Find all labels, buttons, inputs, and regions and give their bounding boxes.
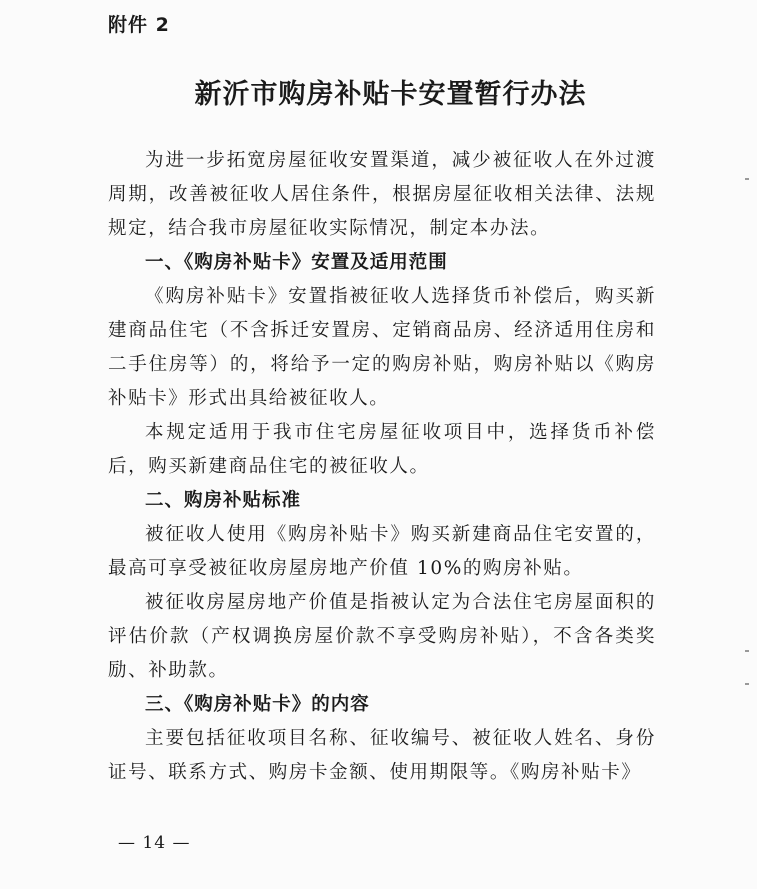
section-heading-2: 二、购房补贴标准 xyxy=(145,490,302,511)
margin-mark xyxy=(745,683,749,685)
section-heading-1: 一、《购房补贴卡》安置及适用范围 xyxy=(145,252,448,273)
margin-mark xyxy=(745,178,749,180)
margin-mark xyxy=(745,650,749,652)
intro-paragraph: 为进一步拓宽房屋征收安置渠道，减少被征收人在外过渡周期，改善被征收人居住条件，根据房屋征收相关法律、法规规定，结合我市房屋征收实际情况，制定本办法。 xyxy=(108,150,656,239)
page-number: — 14 — xyxy=(118,833,191,853)
section-2-paragraph-1: 被征收人使用《购房补贴卡》购买新建商品住宅安置的，最高可享受被征收房屋房地产价值 10%的购房补贴。 xyxy=(108,524,656,579)
section-3-paragraph-1: 主要包括征收项目名称、征收编号、被征收人姓名、身份证号、联系方式、购房卡金额、使用期限等。《购房补贴卡》 xyxy=(108,728,656,783)
section-1-paragraph-2: 本规定适用于我市住宅房屋征收项目中，选择货币补偿后，购买新建商品住宅的被征收人。 xyxy=(108,422,656,477)
section-1-paragraph-1: 《购房补贴卡》安置指被征收人选择货币补偿后，购买新建商品住宅（不含拆迁安置房、定销商品房、经济适用住房和二手住房等）的，将给予一定的购房补贴，购房补贴以《购房补贴卡》形式出具给被征收人。 xyxy=(108,286,656,409)
section-2-paragraph-2: 被征收房屋房地产价值是指被认定为合法住宅房屋面积的评估价款（产权调换房屋价款不享受购房补贴），不含各类奖励、补助款。 xyxy=(108,592,656,681)
attachment-label: 附件 2 xyxy=(108,14,170,36)
document-body xyxy=(108,144,656,790)
document-title: 新沂市购房补贴卡安置暂行办法 xyxy=(194,79,587,110)
section-heading-3: 三、《购房补贴卡》的内容 xyxy=(145,694,370,715)
